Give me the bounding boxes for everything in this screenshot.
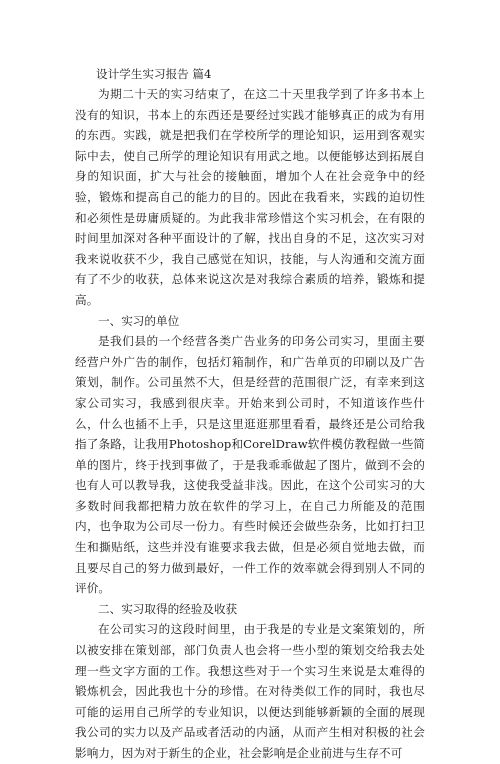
paragraph-internship-unit: 是我们县的一个经营各类广告业务的印务公司实习，里面主要经营户外广告的制作，包括灯箱制作，和广告单页的印刷以及广告策划，制作。公司虽然不大，但是经营的范围很广泛，有幸来到这家公司实习，我感到很庆幸。开始来到公司时，不知道该作些什么，什么也插不上手，只是这里逛逛那里看看，最终还是公司给我指了条路，让我用Photoshop和CorelDraw软件模仿教程做一些简单的图片，终于找到事做了，于是我乖乖做起了图片，做到不会的也有人可以教导我，这使我受益非浅。因此，在这个公司实习的大多数时间我都把精力放在软件的学习上，在自己力所能及的范围内，也争取为公司尽一份力。有些时候还会做些杂务，比如打扫卫生和撕贴纸，这些并没有谁要求我去做，但是必须自觉地去做，而且要尽自己的努力做到最好，一件工作的效率就会得到别人不同的评价。 xyxy=(75,334,425,596)
section-heading-experience: 二、实习取得的经验及收获 xyxy=(98,601,238,616)
paragraph-experience: 在公司实习的这段时间里，由于我是的专业是文案策划的，所以被安排在策划部，部门负责人也会将一些小型的策划交给我去处理一些文字方面的工作。我想这些对于一个实习生来说是太难得的锻炼机会，因此我也十分的珍惜。在对待类似工作的同时，我也尽可能的运用自己所学的专业知识，以便达到能够新颖的全面的展现我公司的实力以及产品或者活动的内涵，从而产生相对积极的社会影响力，因为对于新生的企业，社会影响是企业前进与生存不可 xyxy=(75,622,425,760)
document-title: 设计学生实习报告 篇4 xyxy=(96,67,212,81)
paragraph-intro: 为期二十天的实习结束了，在这二十天里我学到了许多书本上没有的知识，书本上的东西还是要经过实践才能够真正的成为有用的东西。实践，就是把我们在学校所学的理论知识，运用到客观实际中去，使自己所学的理论知识有用武之地。以便能够达到拓展自身的知识面，扩大与社会的接触面，增加个人在社会竞争中的经验，锻炼和提高自己的能力的目的。因此在我看来，实践的迫切性和必须性是毋庸质疑的。为此我非常珍惜这个实习机会，在有限的时间里加深对各种平面设计的了解，找出自身的不足，这次实习对我来说收获不少，我自己感觉在知识，技能，与人沟通和交流方面有了不少的收获，总体来说这次是对我综合素质的培养，锻炼和提高。 xyxy=(75,87,425,307)
section-heading-internship-unit: 一、实习的单位 xyxy=(98,313,180,328)
document-body xyxy=(75,84,425,764)
